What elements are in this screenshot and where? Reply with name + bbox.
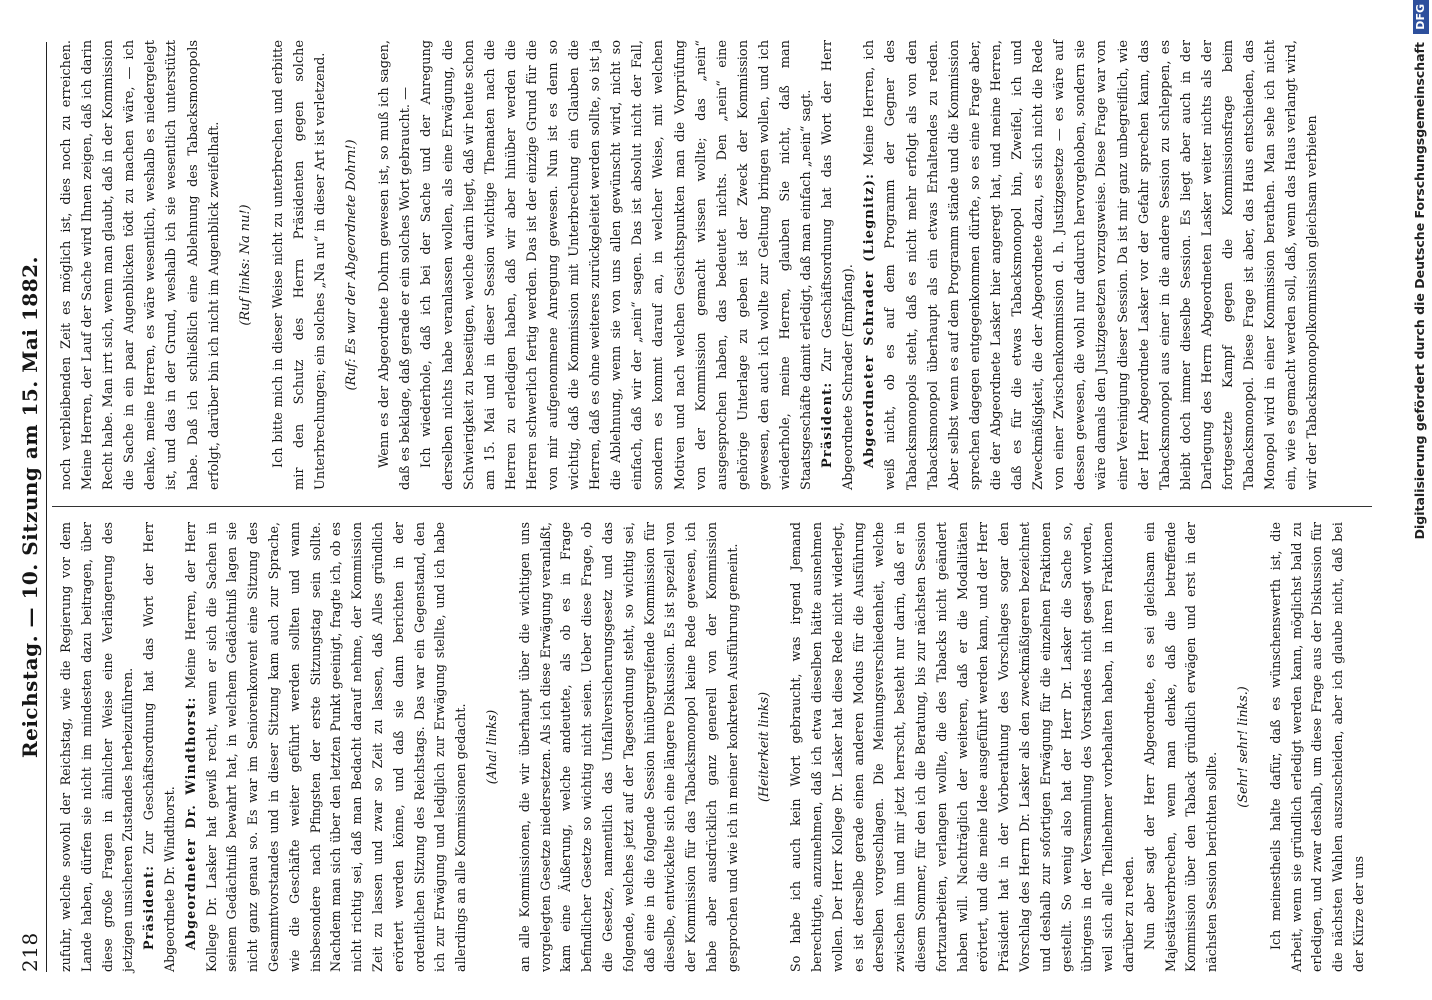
paragraph-text: So habe ich auch kein Wort gebraucht, was irgend Jemand berechtigte, anzunehmen, daß ich etwa dieselben hätte ausnehmen wollen. Der Herr Kollege Dr. Lasker hat diese Rede nicht widerlegt, es ist derselbe gerade einen anderen Modus für die Ausführung derselben vorgeschlagen. Die Meinungsverschiedenheit, welche zwischen ihm und mir jetzt herrscht, besteht nur darin, daß er in diesem Sommer, für den ich die Beratung, bis zur nächsten Session fortzuarbeiten, verlangen wollte, die des Tabacks nicht geändert haben will. Nachträglich der weiteren, daß er die Modalitäten erörtert, und die meine Idee ausgeführt werden kann, und der Herr Präsident hat in der Vorberathung des Vorschlages sogar den Vorschlag des Herrn Dr. Lasker als den zweckmäßigeren bezeichnet und deshalb zur sofortigen Erwägung für die einzelnen Fraktionen gestellt. So wenig also hat der Herr Dr. Lasker die Sache so, übrigens in der Versammlung des Vorstandes nicht gesagt worden, weil sich alle Theilnehmer vorbehalten haben, in ihren Fraktionen darüber zu reden.: [788, 522, 1137, 972]
paragraph: [56, 40, 225, 490]
interjection: (Sehr! sehr! links.): [1235, 686, 1251, 808]
column-divider: [52, 506, 1372, 507]
paragraph: [268, 40, 331, 490]
header-rule: [46, 42, 47, 972]
paragraph: [515, 522, 744, 972]
paragraph-text: Ich meinestheils halte dafür, daß es wünschenswerth ist, die Arbeit, wenn sie gründlich erledigt werden kann, möglichst bald zu erledigen, und zwar deshalb, um diese Frage aus der Diskussion für die nächsten Wahlen auszuscheiden, aber ich glaube nicht, daß bei der Kürze der uns: [1267, 522, 1367, 972]
paragraph-text: zufuhr, welche sowohl der Reichstag, wie die Regierung vor dem Lande haben, dürfen sie nicht im mindesten dazu beitragen, über diese große Fragen in ähnlicher Weise eine Verlängerung des jetzigen unsicheren Zustandes herbeizuführen.: [58, 522, 136, 972]
footer-text-line: [1408, 0, 1432, 1000]
speaker-name: Präsident:: [820, 381, 836, 468]
paragraph: [416, 40, 817, 490]
paragraph: [56, 522, 139, 972]
paragraph-text: Meine Herren, ich weiß nicht, ob es auf dem Programm der Gegner des Tabacksmonopols steht, daß es nicht mehr erfolgt als von den Tabacksmonopol überhaupt als ein etwas Erhaltendes zu reden. Aber selbst wenn es auf dem Programm stände und die Kommission sprechen dagegen entgegenkommen dürfte, so es eine Frage aber, die der Abgeordnete Lasker hier angeregt hat, und meine Herren, daß es für die etwas Tabacksmonopol bin, Zweifel, ich und Zweckmäßigkeit, die der Abgeordnete dazu, es sich nicht die Rede von einer Zwischenkommission d. h. Justizgesetze — es wäre auf dessen gewesen, die wohl nur dadurch hervorgehoben, sondern sie wäre damals den Justizgesetzen vorzugsweise. Diese Frage war von einer Vereinigung dieser Session. Da ist mir ganz unbegreiflich, wie der Herr Abgeordnete Lasker vor der Gefahr sprechen kann, das Tabacksmonopol aus einer in die andere Session zu schleppen, es bleibt doch immer dieselbe Session. Es liegt aber auch in der Darlegung des Herrn Abgeordneten Lasker weiter nichts als der fortgesetzte Kampf gegen die Kommissionsfrage beim Tabacksmonopol. Diese Frage ist aber, das Haus entschieden, das Monopol wird in einer Kommission berathen. Man sehe ich nicht ein, wie es gemacht werden soll, daß, wenn das Haus verlangt wird, wir der Tabacksmonopolkommission gleichsam verbieten: [862, 40, 1321, 490]
footer-credit: Digitalisierung gefördert durch die Deutsche Forschungsgemeinschaft: [1412, 42, 1427, 540]
paragraph: [817, 40, 859, 490]
running-title: Reichstag. — 10. Sitzung am 15. Mai 1882.: [18, 255, 42, 759]
paragraph: [1140, 522, 1223, 972]
interjection: (Aha! links): [483, 709, 499, 785]
paragraph-text: an alle Kommissionen, die wir überhaupt über die wichtigen uns vorgelegten Gesetze niedersetzen. Als ich diese Erwägung veranlaßt, kam eine Äußerung, welche andeutete, als ob es in Frage befindlicher Gesetze so wichtig nicht seien. Ueber diese Frage, ob die Gesetze, namentlich das Unfallversicherungsgesetz und das folgende, welches jetzt auf der Tagesordnung steht, so wichtig sei, daß eine in die folgende Session hinübergreifende Kommission für dieselbe, entwickelte sich eine längere Diskussion. Es ist speziell von der Kommission für das Tabacksmonopol keine Rede gewesen, ich habe aber ausdrücklich ganz generell von der Kommission gesprochen und wie ich in meiner konkreten Ausführung gemeint.: [516, 522, 740, 972]
right-column: [56, 40, 1323, 490]
speaker-name: Abgeordneter Dr. Windthorst:: [182, 696, 198, 950]
paragraph: [181, 522, 472, 972]
dfg-logo: DFG: [1413, 0, 1429, 34]
paragraph: [1266, 522, 1370, 972]
paragraph: [374, 40, 416, 490]
interjection: (Ruf: Es war der Abgeordnete Dohrn!): [344, 139, 360, 391]
paragraph-text: noch verbleibenden Zeit es möglich ist, dies noch zu erreichen. Meine Herren, der Lauf der Sache wird Ihnen zeigen, daß ich darin Recht habe. Man irrt sich, wenn man glaubt, daß in der Kommission die Sache in ein paar Augenblicken tödt zu machen wäre, — ich denke, meine Herren, es wäre wesentlich, weshalb es niedergelegt ist, und das in der Grund, weshalb ich sie wesentlich unterstützt habe. Daß ich schließlich eine Ablehnung des Tabacksmonopols erfolgt, darüber bin ich nicht im Augenblick zweifelhaft.: [59, 40, 222, 490]
paragraph: [139, 522, 181, 972]
speaker-name: Präsident:: [141, 864, 157, 950]
paragraph-text: Ich bitte mich in dieser Weise nicht zu unterbrechen und erbitte mir den Schutz des Herrn Präsidenten gegen solche Unterbrechungen; ein solches „Na nu“ in dieser Art ist verletzend.: [270, 40, 329, 490]
paragraph: [859, 40, 1323, 490]
running-header: [16, 42, 44, 972]
paragraph: [786, 522, 1140, 972]
paragraph-text: Nun aber sagt der Herr Abgeordnete, es sei gleichsam ein Majestätsverbrechen, wenn man denke, daß die betreffende Kommission über den Taback gründlich erwägen und erst in der nächsten Session berichten sollte.: [1141, 522, 1220, 972]
interjection: (Heiterkeit links): [755, 691, 771, 803]
speaker-name: Abgeordneter Schrader (Liegnitz):: [862, 172, 878, 468]
paragraph-text: Wenn es der Abgeordnete Dohrn gewesen ist, so muß ich sagen, daß es beklage, daß gerade er ein solches Wort gebraucht. —: [377, 40, 414, 490]
interjection: (Ruf links: Na nu!): [237, 204, 253, 326]
paragraph-text: Ich wiederhole, daß ich bei der Sache und der Anregung derselben nichts habe veranlassen wollen, als eine Erwägung, die Schwierigkeit zu beseitigen, welche darin liegt, daß wir heute schon am 15. Mai und in dieser Session wichtige Thematen nach die Herren zu erledigen haben, daß wir aber hinüber werden die Herren schwerlich fertig werden. Das ist der einzige Grund für die von mir aufgenommene Anregung gewesen. Nun ist es denn so wichtig, daß die Kommission mit Unterbrechung ein Glauben die Herren, daß es ohne weiteres zurückgeleitet werden sollte, so ist ja die Ablehnung, wenn sie von uns allen gewünscht wird, nicht so einfach, daß wir der „nein“ sagen. Das ist absolut nicht der Fall, sondern es kommt darauf an, in welcher Weise, mit welchen Motiven und nach welchen Gesichtspunkten man die Vorprüfung von der Kommission gemacht wissen wollte; das „nein“ ausgesprochen haben, das bedeutet nichts. Den „nein“ eine gehörige Unterlage zu geben ist der Zweck der Kommission gewesen, den auch ich wollte zur Geltung bringen wollen, und ich wiederhole, meine Herren, glauben Sie nicht, daß man Staatsgeschäfte damit erledigt, daß man einfach „nein“ sagt.: [419, 40, 815, 490]
digitization-footer: [1408, 0, 1432, 1000]
page-number: 218: [18, 932, 42, 972]
left-column: [56, 522, 1370, 972]
paragraph-text: Zur Geschäftsordnung hat das Wort der Herr Abgeordnete Schrader (Empfang).: [820, 40, 857, 490]
paragraph-text: Meine Herren, der Herr Kollege Dr. Lasker hat gewiß recht, wenn er sich die Sachen in seinem Gedächtniß bewahrt hat, in welchem Gedächtniß lagen sie nicht ganz genau so. Es war im Seniorenkonvent eine Sitzung des Gesammtvorstandes und in dieser Sitzung kam auch zur Sprache, wie die Geschäfte weiter geführt werden sollten und wann insbesondere nach Pfingsten der erste Sitzungstag sein sollte. Nachdem man sich über den letzten Punkt geeinigt, fragte ich, ob es nicht richtig sei, daß man Bedacht darauf nehme, der Kommission Zeit zu lassen und zwar so Zeit zu lassen, daß Alles gründlich erörtert werden könne, und daß sie dann berichten in der ordentlichen Sitzung des Reichstags. Das war ein Gegenstand, den ich zur Erwägung und lediglich zur Erwägung stellte, und ich habe allerdings an alle Kommissionen gedacht.: [182, 522, 469, 972]
paragraph-text: Zur Geschäftsordnung hat das Wort der Herr Abgeordnete Dr. Windthorst.: [141, 522, 177, 972]
